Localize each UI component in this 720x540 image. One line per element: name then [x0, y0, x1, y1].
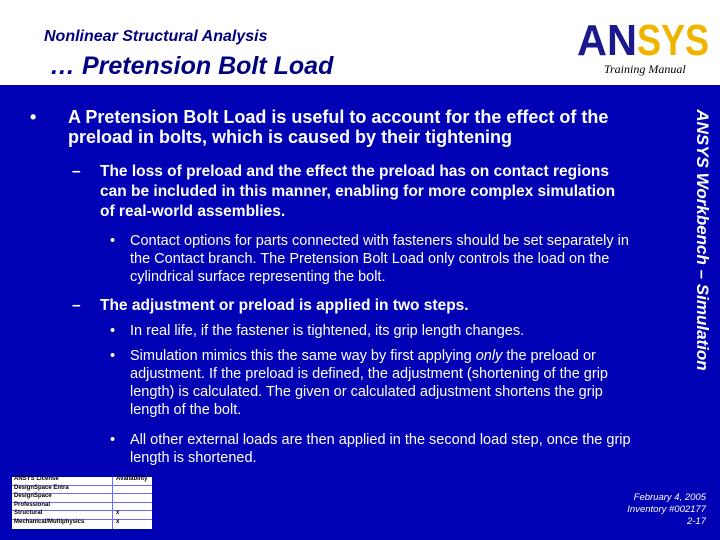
table-header-cell: Availability [116, 476, 148, 482]
bullet-sub1 [72, 162, 632, 222]
table-cell: x [116, 510, 120, 516]
header-bar [0, 0, 720, 85]
ansys-logo [577, 16, 709, 65]
bullet-text: Contact options for parts connected with fasteners should be set separately in the Contact branch. The Pretension Bolt Load only controls the load on the cylindrical surface representing the bolt. [130, 233, 629, 285]
bullet-marker: • [110, 323, 116, 339]
bullet-marker: • [110, 348, 116, 364]
side-label: ANSYS Workbench – Simulation [693, 109, 712, 371]
emphasis-text: only [475, 348, 503, 364]
training-manual-label: Training Manual [604, 62, 686, 76]
course-subtitle: Nonlinear Structural Analysis [44, 28, 268, 45]
bullet-text [130, 347, 640, 419]
bullet-marker: • [110, 233, 116, 249]
bullet-marker: • [30, 107, 37, 127]
svg-text:AN: AN [577, 16, 637, 65]
slide-title: … Pretension Bolt Load [50, 52, 334, 80]
footer-inventory: Inventory #002177 [627, 504, 706, 515]
bullet-marker: – [72, 297, 81, 314]
bullet-marker: – [72, 163, 81, 180]
bullet-sub1-item1 [110, 232, 640, 286]
footer-page-number: 2-17 [686, 516, 706, 527]
table-cell: Structural [14, 510, 43, 516]
table-cell: x [116, 518, 120, 525]
svg-text:SYS: SYS [637, 16, 709, 65]
table-cell: Professional [14, 501, 51, 508]
bullet-text: The loss of preload and the effect the preload has on contact regions can be included in this manner, enabling for more complex simulation of real-world assemblies. [100, 163, 616, 220]
bullet-sub2-item1 [110, 322, 640, 340]
table-cell: DesignSpace [14, 493, 52, 499]
footer-date: February 4, 2005 [633, 492, 706, 503]
bullet-sub2 [72, 296, 632, 316]
table-row [12, 520, 152, 528]
bullet-main [30, 107, 650, 147]
text-part: Simulation mimics this the same way by first applying [130, 348, 476, 364]
bullet-text: A Pretension Bolt Load is useful to account for the effect of the preload in bolts, which is caused by their tightening [68, 107, 609, 147]
text-part: the preload or adjustment. If the preload is defined, the adjustment (shortening of the grip length) is calculated. The given or calculated adjustment shortens the grip length of the bolt. [130, 348, 608, 418]
bullet-text: In real life, if the fastener is tightened, its grip length changes. [130, 323, 525, 339]
table-header-cell: ANSYS License [14, 476, 59, 482]
table-cell: Mechanical/Multiphysics [14, 518, 85, 525]
license-table [12, 477, 152, 529]
bullet-marker: • [110, 432, 116, 448]
bullet-text: All other external loads are then applied in the second load step, once the grip length is shortened. [130, 432, 631, 466]
bullet-text: The adjustment or preload is applied in two steps. [100, 297, 469, 314]
table-cell: DesignSpace Entra [14, 484, 69, 491]
bullet-sub2-item2 [110, 347, 640, 419]
bullet-sub2-item3 [110, 431, 640, 467]
